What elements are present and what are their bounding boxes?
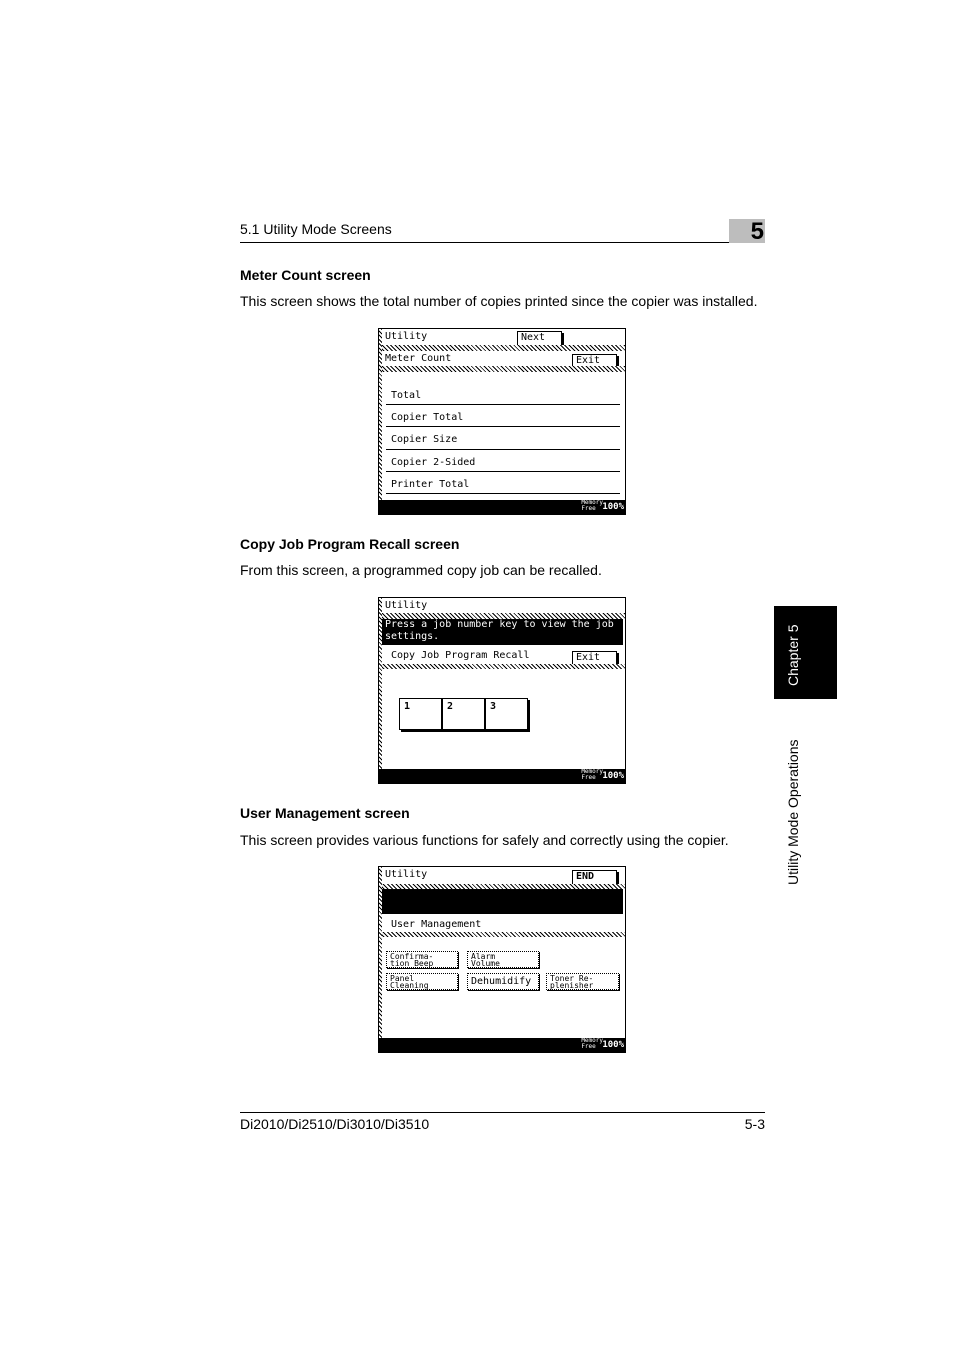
- row-rule: [386, 449, 620, 450]
- hatch-band: [379, 664, 625, 669]
- footer-models: Di2010/Di2510/Di3010/Di3510: [240, 1116, 430, 1132]
- chapter-tab-label: Chapter 5: [785, 624, 801, 686]
- row-rule: [386, 493, 620, 494]
- running-header-title: 5.1 Utility Mode Screens: [240, 221, 392, 237]
- screen-title: Utility: [385, 869, 428, 880]
- section-heading-copy-job-program-recall: Copy Job Program Recall screen: [240, 536, 460, 552]
- chapter-number-box: 5: [729, 219, 765, 243]
- hatch-band: [379, 345, 625, 351]
- screen-subtitle: Copy Job Program Recall: [391, 650, 530, 661]
- job-key-3[interactable]: 3: [485, 698, 528, 730]
- screen-subtitle: Meter Count: [385, 353, 452, 364]
- chapter-side-tab: [774, 606, 837, 699]
- row-rule: [386, 404, 620, 405]
- screen-title: Utility: [385, 331, 428, 342]
- message-line: settings.: [385, 631, 440, 642]
- status-bar: [379, 1038, 625, 1052]
- memory-label: Memory Free: [581, 768, 603, 781]
- meter-count-screen: [378, 328, 626, 515]
- memory-free-value: 100%: [602, 1040, 624, 1050]
- footer-rule: [240, 1112, 765, 1113]
- left-hatch-edge: [379, 867, 382, 1052]
- left-hatch-edge: [379, 598, 382, 783]
- dehumidify-button[interactable]: Dehumidify: [467, 973, 539, 990]
- exit-button[interactable]: Exit: [572, 354, 617, 369]
- footer-page-number: 5-3: [744, 1116, 765, 1132]
- screen-title: Utility: [385, 600, 428, 611]
- hatch-band: [379, 366, 625, 372]
- meter-row-label: Copier Total: [391, 412, 464, 423]
- side-topic-label: Utility Mode Operations: [785, 739, 801, 885]
- memory-free-value: 100%: [602, 771, 624, 781]
- memory-label: Memory Free: [581, 499, 603, 512]
- section-heading-meter-count: Meter Count screen: [240, 267, 371, 283]
- end-button[interactable]: END: [572, 870, 617, 885]
- memory-free-value: 100%: [602, 502, 624, 512]
- section-heading-user-management: User Management screen: [240, 805, 410, 821]
- message-area: [382, 889, 623, 914]
- message-area: [382, 619, 623, 645]
- left-hatch-edge: [379, 329, 382, 514]
- exit-button[interactable]: Exit: [572, 651, 617, 666]
- section-text-meter-count: This screen shows the total number of copies printed since the copier was installed.: [240, 293, 758, 309]
- meter-row-label: Copier Size: [391, 434, 458, 445]
- header-rule: [240, 242, 765, 243]
- meter-row-label: Copier 2-Sided: [391, 457, 476, 468]
- section-text-copy-job-program-recall: From this screen, a programmed copy job can be recalled.: [240, 562, 602, 578]
- status-bar: [379, 769, 625, 783]
- memory-label: Memory Free: [581, 1037, 603, 1050]
- meter-row-label: Printer Total: [391, 479, 470, 490]
- meter-row-label: Total: [391, 390, 422, 401]
- job-key-1[interactable]: 1: [399, 698, 442, 730]
- row-rule: [386, 426, 620, 427]
- section-text-user-management: This screen provides various functions for safely and correctly using the copier.: [240, 832, 729, 848]
- toner-replenisher-button[interactable]: Toner Re- plenisher: [546, 973, 619, 990]
- screen-subtitle: User Management: [391, 919, 482, 930]
- job-key-2[interactable]: 2: [442, 698, 485, 730]
- panel-cleaning-button[interactable]: Panel Cleaning: [386, 973, 458, 990]
- hatch-band: [379, 932, 625, 937]
- confirmation-beep-button[interactable]: Confirma- tion Beep: [386, 951, 458, 968]
- message-line: Press a job number key to view the job: [385, 619, 614, 630]
- status-bar: [379, 500, 625, 514]
- user-management-screen: [378, 866, 626, 1053]
- copy-job-program-recall-screen: [378, 597, 626, 784]
- alarm-volume-button[interactable]: Alarm Volume: [467, 951, 539, 968]
- row-rule: [386, 471, 620, 472]
- next-button[interactable]: Next: [517, 331, 562, 346]
